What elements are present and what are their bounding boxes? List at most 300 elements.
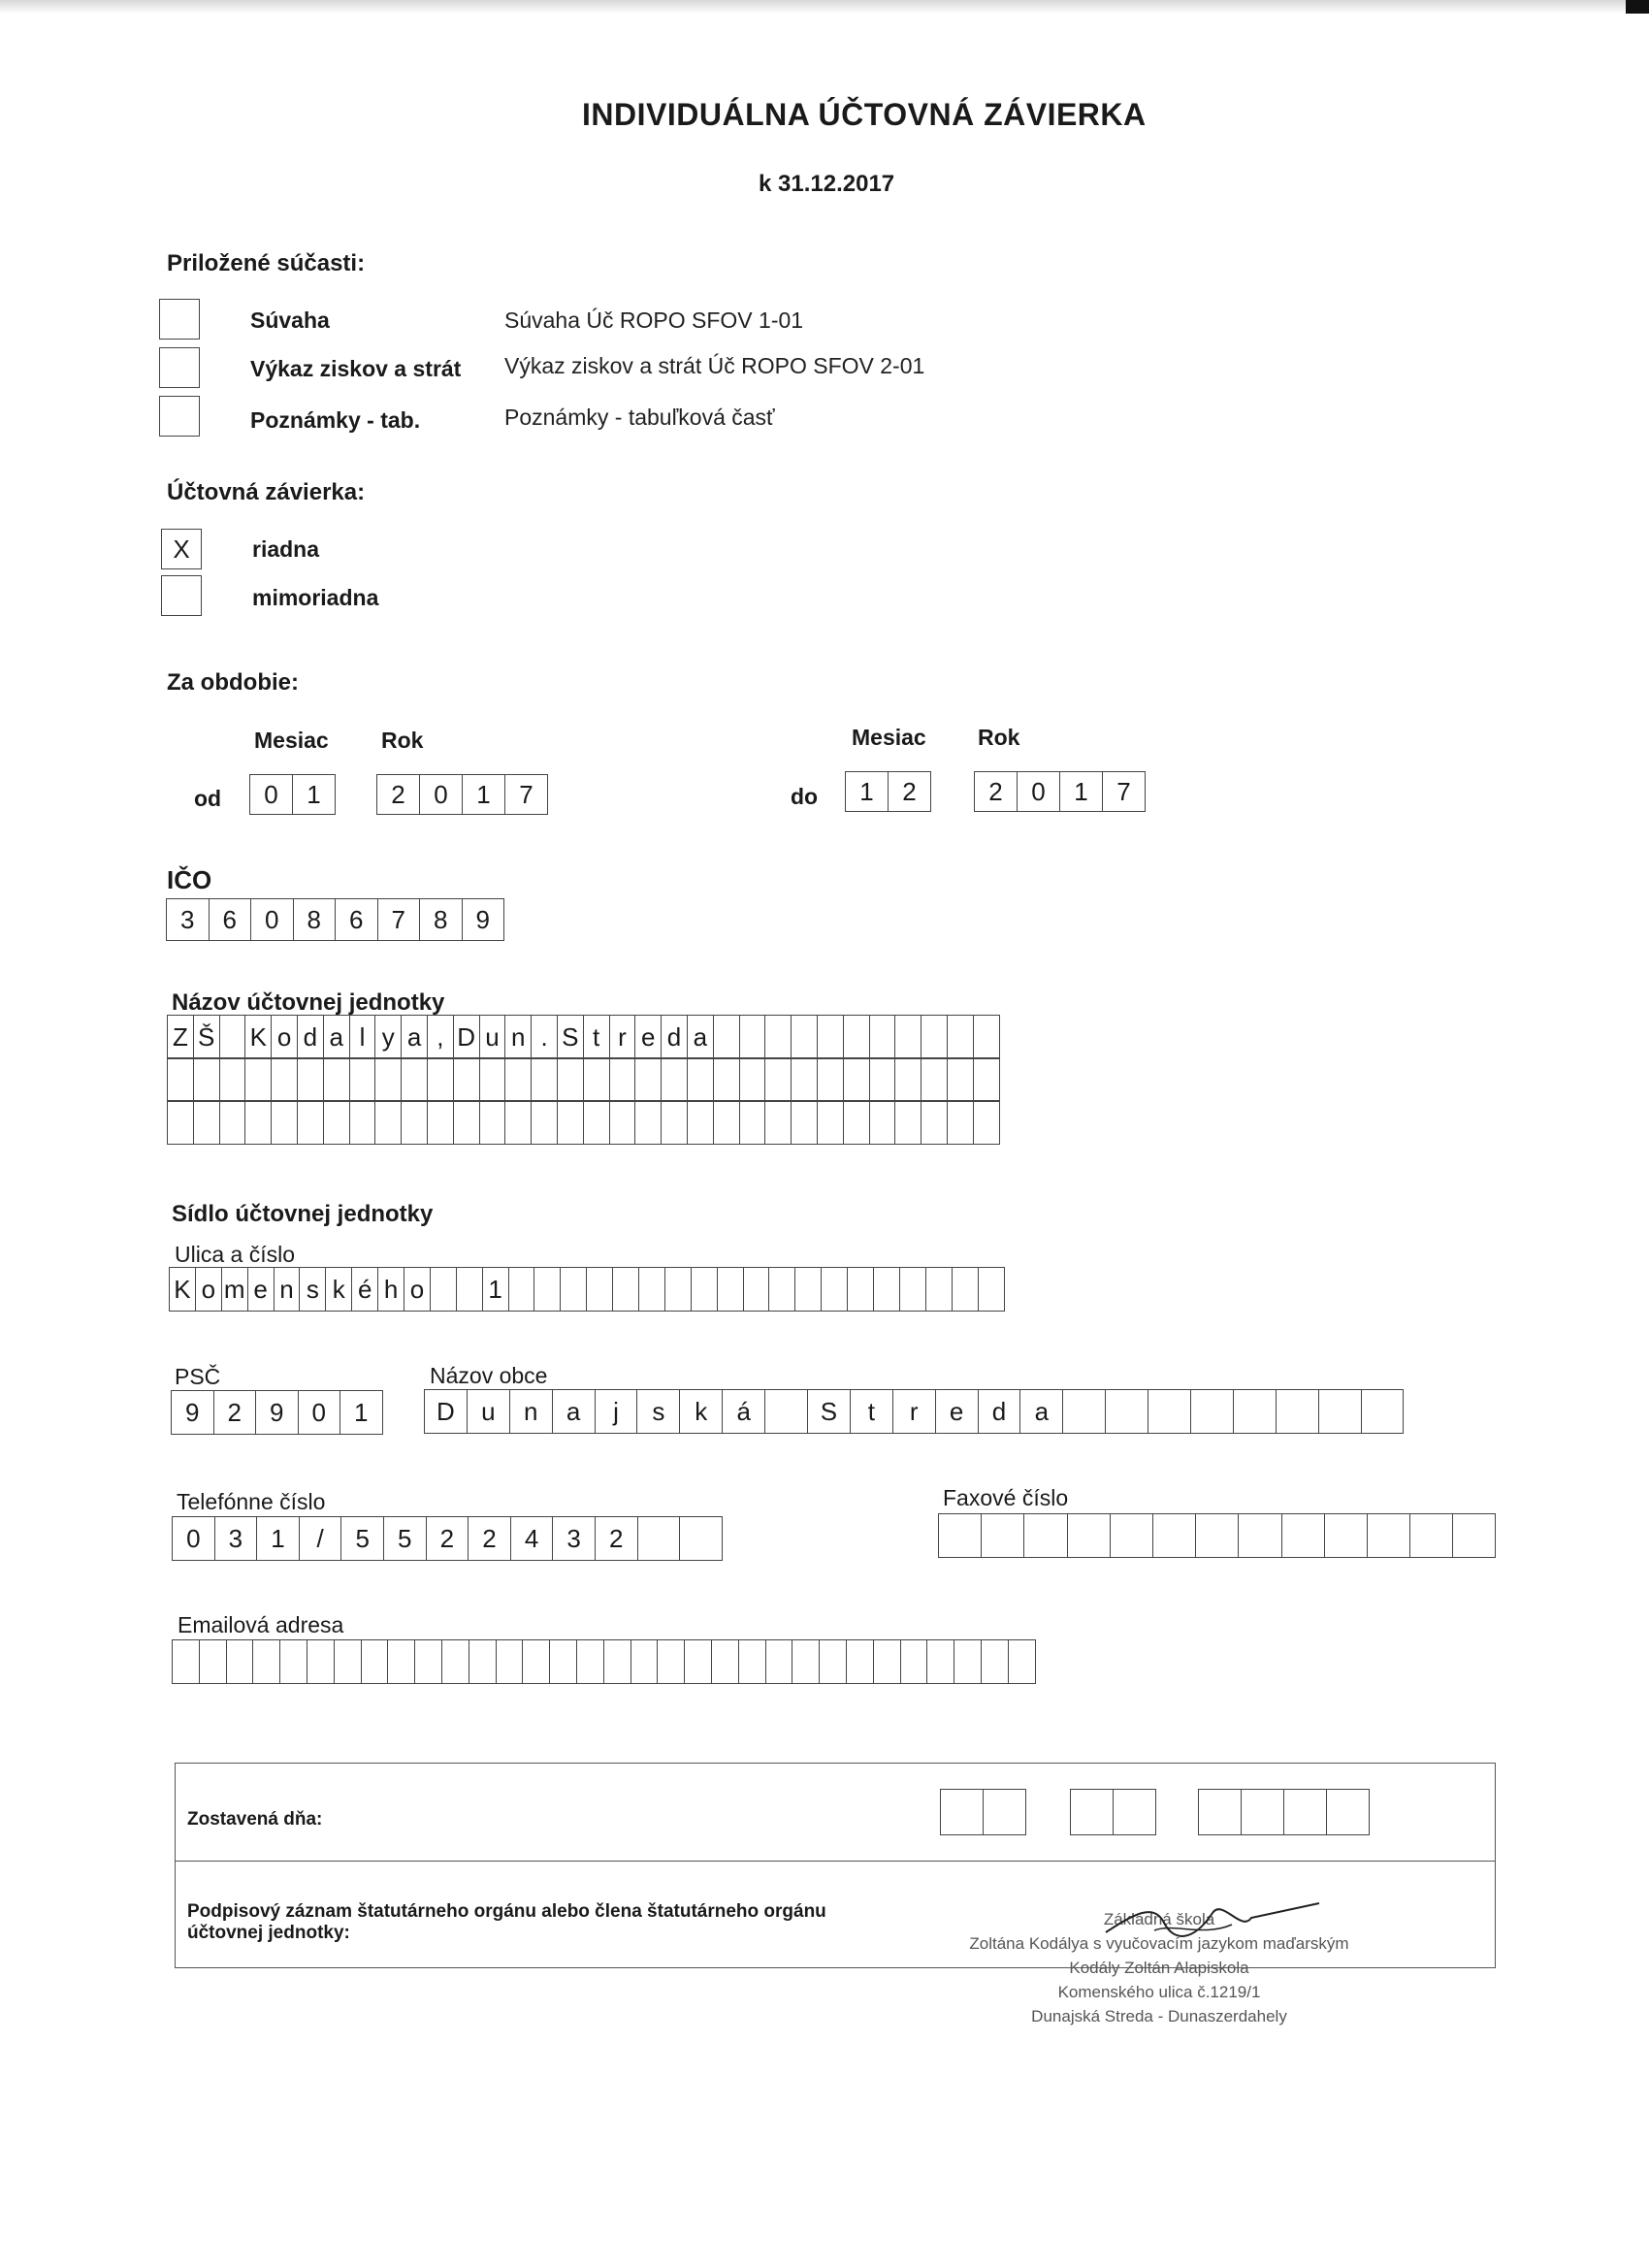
grid-cell: 0 <box>420 774 463 815</box>
compiled-day-field[interactable] <box>940 1789 1026 1835</box>
grid-cell <box>431 1267 457 1312</box>
grid-cell <box>428 1100 454 1145</box>
stamp-line: Komenského ulica č.1219/1 <box>1057 1983 1261 2001</box>
grid-cell <box>1234 1389 1277 1434</box>
grid-cell <box>895 1057 922 1102</box>
grid-cell: , <box>428 1015 454 1059</box>
grid-cell <box>561 1267 587 1312</box>
statement-type-checkbox-extraordinary[interactable] <box>161 575 202 616</box>
grid-cell <box>550 1639 577 1684</box>
grid-cell: / <box>300 1516 342 1561</box>
grid-cell: 1 <box>340 1390 383 1435</box>
grid-cell <box>523 1639 550 1684</box>
grid-cell: d <box>298 1015 324 1059</box>
grid-cell <box>954 1639 982 1684</box>
grid-cell: 9 <box>463 898 505 941</box>
statement-type-heading: Účtovná závierka: <box>167 479 366 505</box>
grid-cell <box>1327 1789 1370 1835</box>
grid-cell <box>765 1100 792 1145</box>
grid-cell <box>613 1267 639 1312</box>
grid-cell: l <box>350 1015 376 1059</box>
compiled-date-label: Zostavená dňa: <box>187 1809 323 1830</box>
grid-cell: e <box>936 1389 979 1434</box>
grid-cell <box>1068 1513 1111 1558</box>
entity-name-row <box>167 1057 1000 1102</box>
stamp-line: Dunajská Streda - Dunaszerdahely <box>1031 2007 1287 2025</box>
grid-cell <box>534 1267 561 1312</box>
grid-cell: 2 <box>889 771 931 812</box>
grid-cell <box>939 1513 982 1558</box>
grid-cell <box>792 1639 820 1684</box>
from-month-label: Mesiac <box>254 728 329 753</box>
grid-cell <box>1453 1513 1496 1558</box>
grid-cell: D <box>425 1389 468 1434</box>
grid-cell <box>1191 1389 1234 1434</box>
compiled-year-field[interactable] <box>1198 1789 1370 1835</box>
attachment-description: Výkaz ziskov a strát Úč ROPO SFOV 2-01 <box>504 353 925 378</box>
grid-cell: u <box>468 1389 510 1434</box>
grid-cell <box>497 1639 524 1684</box>
grid-cell <box>765 1057 792 1102</box>
grid-cell <box>402 1100 428 1145</box>
grid-cell <box>765 1389 808 1434</box>
scan-corner <box>1626 0 1649 14</box>
grid-cell: 0 <box>299 1390 341 1435</box>
grid-cell: 1 <box>257 1516 300 1561</box>
grid-cell: 7 <box>1103 771 1146 812</box>
grid-cell <box>173 1639 200 1684</box>
grid-cell: 6 <box>336 898 378 941</box>
grid-cell <box>272 1057 298 1102</box>
grid-cell: a <box>324 1015 350 1059</box>
grid-cell <box>505 1057 532 1102</box>
grid-cell <box>584 1100 610 1145</box>
grid-cell <box>740 1100 766 1145</box>
grid-cell <box>469 1639 497 1684</box>
grid-cell: 5 <box>341 1516 384 1561</box>
to-month-field[interactable] <box>845 771 931 812</box>
grid-cell <box>220 1015 246 1059</box>
grid-cell: a <box>688 1015 714 1059</box>
page-title: INDIVIDUÁLNA ÚČTOVNÁ ZÁVIERKA <box>582 97 1147 132</box>
grid-cell <box>870 1057 896 1102</box>
grid-cell <box>635 1057 662 1102</box>
grid-cell <box>1325 1513 1368 1558</box>
grid-cell: 9 <box>172 1390 214 1435</box>
grid-cell <box>1153 1513 1196 1558</box>
grid-cell <box>662 1057 688 1102</box>
grid-cell <box>1410 1513 1453 1558</box>
grid-cell <box>948 1100 974 1145</box>
grid-cell: 1 <box>846 771 889 812</box>
grid-cell: j <box>596 1389 638 1434</box>
grid-cell: K <box>245 1015 272 1059</box>
grid-cell <box>982 1639 1009 1684</box>
grid-cell: á <box>723 1389 765 1434</box>
grid-cell <box>324 1057 350 1102</box>
grid-cell <box>1148 1389 1191 1434</box>
grid-cell: o <box>196 1267 222 1312</box>
table-divider <box>176 1861 1495 1862</box>
statement-type-label: mimoriadna <box>252 585 379 610</box>
grid-cell <box>388 1639 415 1684</box>
report-date: k 31.12.2017 <box>759 171 895 197</box>
grid-cell: 7 <box>378 898 421 941</box>
grid-cell: 2 <box>377 774 420 815</box>
grid-cell: a <box>1020 1389 1063 1434</box>
street-label: Ulica a číslo <box>175 1242 295 1267</box>
grid-cell <box>744 1267 770 1312</box>
grid-cell: 0 <box>251 898 294 941</box>
grid-cell <box>1106 1389 1148 1434</box>
attachment-label: Súvaha <box>250 308 330 333</box>
grid-cell: r <box>893 1389 936 1434</box>
email-label: Emailová adresa <box>178 1612 344 1637</box>
grid-cell <box>979 1267 1005 1312</box>
grid-cell <box>350 1057 376 1102</box>
grid-cell <box>220 1057 246 1102</box>
ico-label: IČO <box>167 865 212 894</box>
grid-cell: 5 <box>384 1516 427 1561</box>
grid-cell <box>818 1015 844 1059</box>
signature-scribble <box>1096 1894 1329 1952</box>
grid-cell <box>505 1100 532 1145</box>
grid-cell <box>577 1639 604 1684</box>
grid-cell <box>245 1100 272 1145</box>
ico-field[interactable] <box>166 898 504 941</box>
grid-cell: o <box>404 1267 431 1312</box>
to-year-label: Rok <box>978 725 1020 750</box>
grid-cell: u <box>480 1015 506 1059</box>
grid-cell <box>870 1100 896 1145</box>
entity-name-label: Názov účtovnej jednotky <box>172 989 445 1016</box>
street-field[interactable] <box>169 1267 1005 1312</box>
grid-cell <box>740 1015 766 1059</box>
grid-cell <box>714 1015 740 1059</box>
grid-cell: o <box>272 1015 298 1059</box>
grid-cell: 4 <box>511 1516 554 1561</box>
grid-cell <box>740 1057 766 1102</box>
grid-cell <box>922 1015 948 1059</box>
fax-label: Faxové číslo <box>943 1485 1069 1510</box>
grid-cell <box>927 1639 954 1684</box>
grid-cell <box>792 1015 818 1059</box>
grid-cell <box>350 1100 376 1145</box>
entity-name-row <box>167 1100 1000 1145</box>
grid-cell <box>245 1057 272 1102</box>
grid-cell: s <box>637 1389 680 1434</box>
grid-cell <box>948 1057 974 1102</box>
grid-cell <box>335 1639 362 1684</box>
grid-cell <box>168 1057 194 1102</box>
grid-cell <box>922 1057 948 1102</box>
attachment-label: Výkaz ziskov a strát <box>250 356 462 381</box>
stamp-line: Kodály Zoltán Alapiskola <box>1069 1959 1249 1977</box>
grid-cell <box>1319 1389 1362 1434</box>
attachment-description: Poznámky - tabuľková časť <box>504 405 775 430</box>
grid-cell <box>848 1267 874 1312</box>
grid-cell <box>922 1100 948 1145</box>
grid-cell: 1 <box>1060 771 1103 812</box>
grid-cell: 1 <box>463 774 505 815</box>
grid-cell <box>324 1100 350 1145</box>
grid-cell: s <box>300 1267 326 1312</box>
grid-cell: t <box>851 1389 893 1434</box>
grid-cell <box>901 1639 928 1684</box>
grid-cell: 8 <box>420 898 463 941</box>
attachment-checkbox-suvaha[interactable] <box>159 299 200 340</box>
compiled-month-field[interactable] <box>1070 1789 1156 1835</box>
grid-cell <box>454 1057 480 1102</box>
stamp-line: Základná škola <box>1103 1910 1215 1928</box>
grid-cell <box>1282 1513 1325 1558</box>
grid-cell: 1 <box>293 774 336 815</box>
grid-cell <box>298 1100 324 1145</box>
grid-cell <box>765 1015 792 1059</box>
grid-cell <box>635 1100 662 1145</box>
grid-cell <box>685 1639 712 1684</box>
grid-cell <box>194 1057 220 1102</box>
grid-cell <box>1239 1513 1281 1558</box>
grid-cell <box>1114 1789 1156 1835</box>
grid-cell <box>610 1057 636 1102</box>
statement-type-checkbox-regular[interactable]: X <box>161 529 202 569</box>
grid-cell: S <box>808 1389 851 1434</box>
grid-cell <box>984 1789 1026 1835</box>
grid-cell: 2 <box>596 1516 638 1561</box>
grid-cell <box>818 1057 844 1102</box>
grid-cell: 1 <box>483 1267 509 1312</box>
grid-cell <box>714 1100 740 1145</box>
grid-cell <box>926 1267 953 1312</box>
grid-cell <box>1368 1513 1410 1558</box>
grid-cell <box>953 1267 979 1312</box>
grid-cell: D <box>454 1015 480 1059</box>
from-year-label: Rok <box>381 728 424 753</box>
grid-cell <box>714 1057 740 1102</box>
grid-cell <box>375 1100 402 1145</box>
grid-cell <box>1242 1789 1284 1835</box>
grid-cell: . <box>532 1015 558 1059</box>
grid-cell: d <box>979 1389 1021 1434</box>
city-label: Názov obce <box>430 1363 548 1388</box>
grid-cell <box>200 1639 227 1684</box>
grid-cell <box>974 1057 1000 1102</box>
grid-cell <box>895 1015 922 1059</box>
grid-cell: a <box>402 1015 428 1059</box>
grid-cell: S <box>558 1015 584 1059</box>
grid-cell: Z <box>168 1015 194 1059</box>
attachment-checkbox-poznamky[interactable] <box>159 396 200 437</box>
grid-cell: 3 <box>553 1516 596 1561</box>
grid-cell <box>428 1057 454 1102</box>
grid-cell: a <box>553 1389 596 1434</box>
grid-cell <box>631 1639 659 1684</box>
grid-cell <box>584 1057 610 1102</box>
grid-cell <box>1063 1389 1106 1434</box>
grid-cell <box>604 1639 631 1684</box>
grid-cell <box>974 1015 1000 1059</box>
grid-cell: m <box>222 1267 248 1312</box>
grid-cell <box>718 1267 744 1312</box>
grid-cell <box>1199 1789 1242 1835</box>
grid-cell <box>558 1057 584 1102</box>
grid-cell <box>900 1267 926 1312</box>
grid-cell <box>307 1639 335 1684</box>
phone-label: Telefónne číslo <box>177 1489 326 1514</box>
grid-cell <box>766 1639 793 1684</box>
grid-cell <box>941 1789 984 1835</box>
grid-cell: h <box>378 1267 404 1312</box>
grid-cell <box>638 1516 681 1561</box>
attachment-checkbox-vykaz[interactable] <box>159 347 200 388</box>
grid-cell: 0 <box>1018 771 1060 812</box>
grid-cell <box>227 1639 254 1684</box>
scan-edge <box>0 0 1649 14</box>
grid-cell <box>844 1015 870 1059</box>
grid-cell <box>820 1639 847 1684</box>
grid-cell: r <box>610 1015 636 1059</box>
grid-cell <box>822 1267 848 1312</box>
psc-field[interactable] <box>171 1390 383 1435</box>
grid-cell <box>587 1267 613 1312</box>
grid-cell <box>457 1267 483 1312</box>
grid-cell <box>844 1100 870 1145</box>
attachments-heading: Priložené súčasti: <box>167 250 366 276</box>
to-month-label: Mesiac <box>852 725 926 750</box>
grid-cell: n <box>510 1389 553 1434</box>
grid-cell <box>272 1100 298 1145</box>
grid-cell <box>480 1057 506 1102</box>
grid-cell: d <box>662 1015 688 1059</box>
grid-cell <box>1284 1789 1327 1835</box>
email-field[interactable] <box>172 1639 1036 1684</box>
grid-cell <box>442 1639 469 1684</box>
grid-cell <box>844 1057 870 1102</box>
grid-cell: 2 <box>214 1390 257 1435</box>
grid-cell <box>253 1639 280 1684</box>
grid-cell <box>658 1639 685 1684</box>
fax-field[interactable] <box>938 1513 1496 1558</box>
grid-cell <box>870 1015 896 1059</box>
grid-cell <box>665 1267 692 1312</box>
statement-type-label: riadna <box>252 536 320 562</box>
grid-cell: n <box>505 1015 532 1059</box>
grid-cell <box>1196 1513 1239 1558</box>
grid-cell <box>1111 1513 1153 1558</box>
grid-cell <box>662 1100 688 1145</box>
grid-cell <box>712 1639 739 1684</box>
grid-cell: 0 <box>173 1516 215 1561</box>
grid-cell: Š <box>194 1015 220 1059</box>
from-label: od <box>194 786 222 811</box>
grid-cell <box>454 1100 480 1145</box>
grid-cell <box>362 1639 389 1684</box>
grid-cell <box>792 1057 818 1102</box>
grid-cell <box>415 1639 442 1684</box>
grid-cell <box>739 1639 766 1684</box>
grid-cell <box>168 1100 194 1145</box>
city-field[interactable] <box>424 1389 1404 1434</box>
grid-cell <box>1009 1639 1036 1684</box>
attachment-description: Súvaha Úč ROPO SFOV 1-01 <box>504 308 804 333</box>
grid-cell: y <box>375 1015 402 1059</box>
grid-cell <box>532 1057 558 1102</box>
grid-cell: 2 <box>469 1516 511 1561</box>
grid-cell <box>1362 1389 1405 1434</box>
grid-cell <box>688 1100 714 1145</box>
grid-cell: 2 <box>427 1516 469 1561</box>
from-year-field[interactable] <box>376 774 548 815</box>
grid-cell <box>948 1015 974 1059</box>
grid-cell: 2 <box>975 771 1018 812</box>
grid-cell <box>509 1267 535 1312</box>
psc-label: PSČ <box>175 1364 221 1389</box>
grid-cell: e <box>248 1267 275 1312</box>
grid-cell <box>375 1057 402 1102</box>
grid-cell: 6 <box>210 898 252 941</box>
grid-cell <box>1277 1389 1319 1434</box>
grid-cell <box>298 1057 324 1102</box>
period-heading: Za obdobie: <box>167 669 299 696</box>
grid-cell: e <box>635 1015 662 1059</box>
grid-cell <box>639 1267 665 1312</box>
grid-cell: 3 <box>167 898 210 941</box>
grid-cell: k <box>680 1389 723 1434</box>
to-label: do <box>791 784 819 809</box>
address-heading: Sídlo účtovnej jednotky <box>172 1201 434 1227</box>
grid-cell: 9 <box>256 1390 299 1435</box>
grid-cell: 7 <box>505 774 548 815</box>
attachment-label: Poznámky - tab. <box>250 407 421 433</box>
grid-cell <box>1071 1789 1114 1835</box>
signature-label: Podpisový záznam štatutárneho orgánu alebo člena štatutárneho orgánu účtovnej jednotky: <box>187 1901 826 1943</box>
grid-cell <box>895 1100 922 1145</box>
grid-cell <box>680 1516 723 1561</box>
grid-cell <box>194 1100 220 1145</box>
grid-cell: 8 <box>294 898 337 941</box>
grid-cell <box>974 1100 1000 1145</box>
grid-cell <box>480 1100 506 1145</box>
grid-cell: é <box>352 1267 378 1312</box>
grid-cell: 3 <box>215 1516 258 1561</box>
grid-cell <box>688 1057 714 1102</box>
grid-cell <box>795 1267 822 1312</box>
grid-cell <box>610 1100 636 1145</box>
grid-cell <box>769 1267 795 1312</box>
grid-cell <box>402 1057 428 1102</box>
grid-cell: k <box>326 1267 352 1312</box>
grid-cell <box>874 1639 901 1684</box>
grid-cell <box>792 1100 818 1145</box>
from-month-field[interactable] <box>249 774 336 815</box>
phone-field[interactable] <box>172 1516 723 1561</box>
grid-cell <box>818 1100 844 1145</box>
entity-name-row <box>167 1015 1000 1059</box>
grid-cell <box>532 1100 558 1145</box>
grid-cell <box>1024 1513 1067 1558</box>
grid-cell <box>847 1639 874 1684</box>
grid-cell <box>220 1100 246 1145</box>
grid-cell: n <box>275 1267 301 1312</box>
grid-cell <box>558 1100 584 1145</box>
grid-cell <box>280 1639 307 1684</box>
grid-cell <box>692 1267 718 1312</box>
to-year-field[interactable] <box>974 771 1146 812</box>
grid-cell: K <box>170 1267 196 1312</box>
grid-cell: t <box>584 1015 610 1059</box>
grid-cell: 0 <box>250 774 293 815</box>
